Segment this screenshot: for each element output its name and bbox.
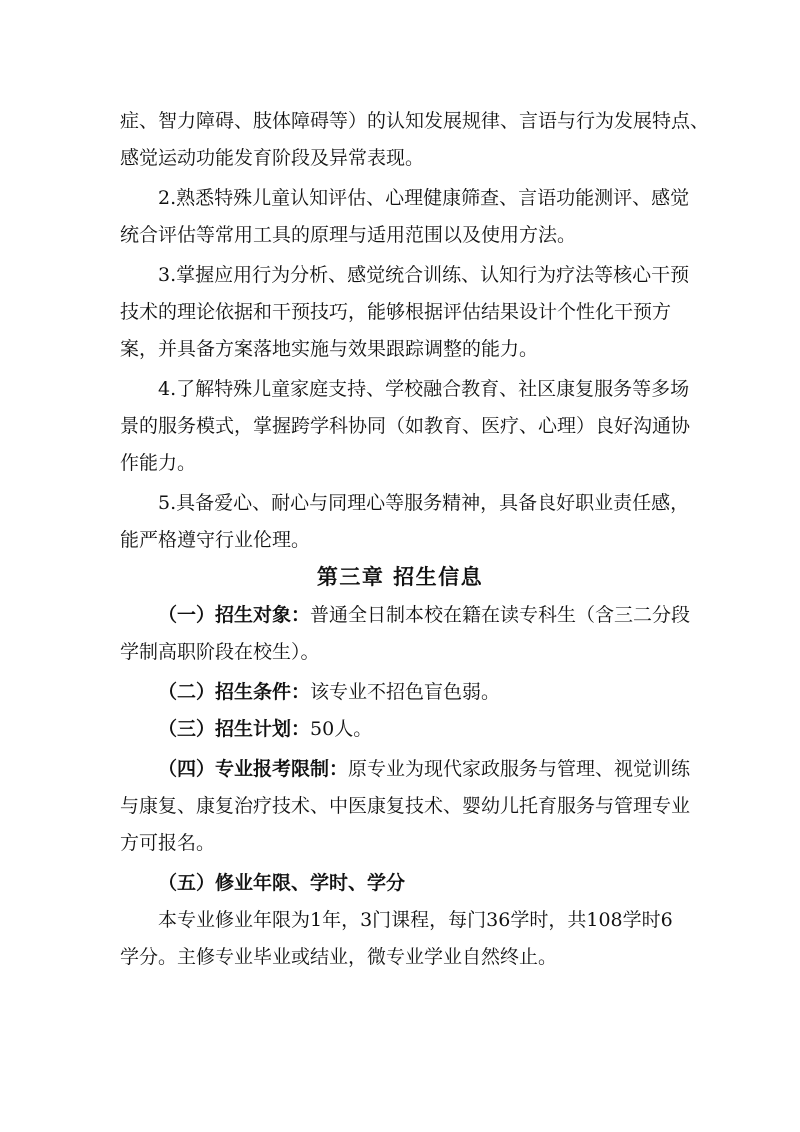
- section-2-line: [0, 680, 800, 704]
- section-1-label: （一）招生对象：: [158, 604, 311, 626]
- paragraph-3-line-2: 技术的理论依据和干预技巧，能够根据评估结果设计个性化干预方: [120, 301, 672, 323]
- section-4-line-3: 方可报名。: [120, 832, 216, 854]
- section-4-line-2: 与康复、康复治疗技术、中医康复技术、婴幼儿托育服务与管理专业: [120, 795, 691, 817]
- section-3-line: [0, 717, 800, 741]
- paragraph-3-line-1: 3.掌握应用行为分析、感觉统合训练、认知行为疗法等核心干预: [158, 264, 690, 286]
- section-3-text: 50人。: [310, 718, 373, 740]
- section-5-label: （五）修业年限、学时、学分: [158, 872, 406, 894]
- section-1-text: 普通全日制本校在籍在读专科生（含三二分段: [310, 604, 691, 626]
- paragraph-3-line-3: 案，并具备方案落地实施与效果跟踪调整的能力。: [120, 338, 539, 360]
- section-2-label: （二）招生条件：: [158, 681, 311, 703]
- chapter-title: 第三章 招生信息: [316, 564, 484, 589]
- section-5-line-2: 学分。主修专业毕业或结业，微专业学业自然终止。: [120, 946, 558, 968]
- section-4-label: （四）专业报考限制：: [158, 758, 349, 780]
- paragraph-4-line-2: 景的服务模式，掌握跨学科协同（如教育、医疗、心理）良好沟通协: [120, 415, 691, 437]
- section-3-label: （三）招生计划：: [158, 718, 311, 740]
- paragraph-2-line-1: 2.熟悉特殊儿童认知评估、心理健康筛查、言语功能测评、感觉: [158, 187, 690, 209]
- paragraph-5-line-1: 5.具备爱心、耐心与同理心等服务精神，具备良好职业责任感，: [158, 492, 690, 514]
- section-1-line-1: [0, 603, 800, 627]
- section-4-line-1: [0, 757, 800, 781]
- paragraph-1-line-2: 感觉运动功能发育阶段及异常表现。: [120, 147, 425, 169]
- paragraph-4-line-3: 作能力。: [120, 452, 197, 474]
- paragraph-1-line-1: 症、智力障碍、肢体障碍等）的认知发展规律、言语与行为发展特点、: [120, 110, 710, 132]
- section-5-line-1: 本专业修业年限为1年，3门课程，每门36学时，共108学时6: [158, 909, 673, 931]
- paragraph-4-line-1: 4.了解特殊儿童家庭支持、学校融合教育、社区康复服务等多场: [158, 378, 690, 400]
- paragraph-2-line-2: 统合评估等常用工具的原理与适用范围以及使用方法。: [120, 224, 577, 246]
- paragraph-5-line-2: 能严格遵守行业伦理。: [120, 529, 311, 551]
- section-4-text: 原专业为现代家政服务与管理、视觉训练: [348, 758, 691, 780]
- section-1-line-2: 学制高职阶段在校生）。: [120, 641, 320, 663]
- section-2-text: 该专业不招色盲色弱。: [310, 681, 501, 703]
